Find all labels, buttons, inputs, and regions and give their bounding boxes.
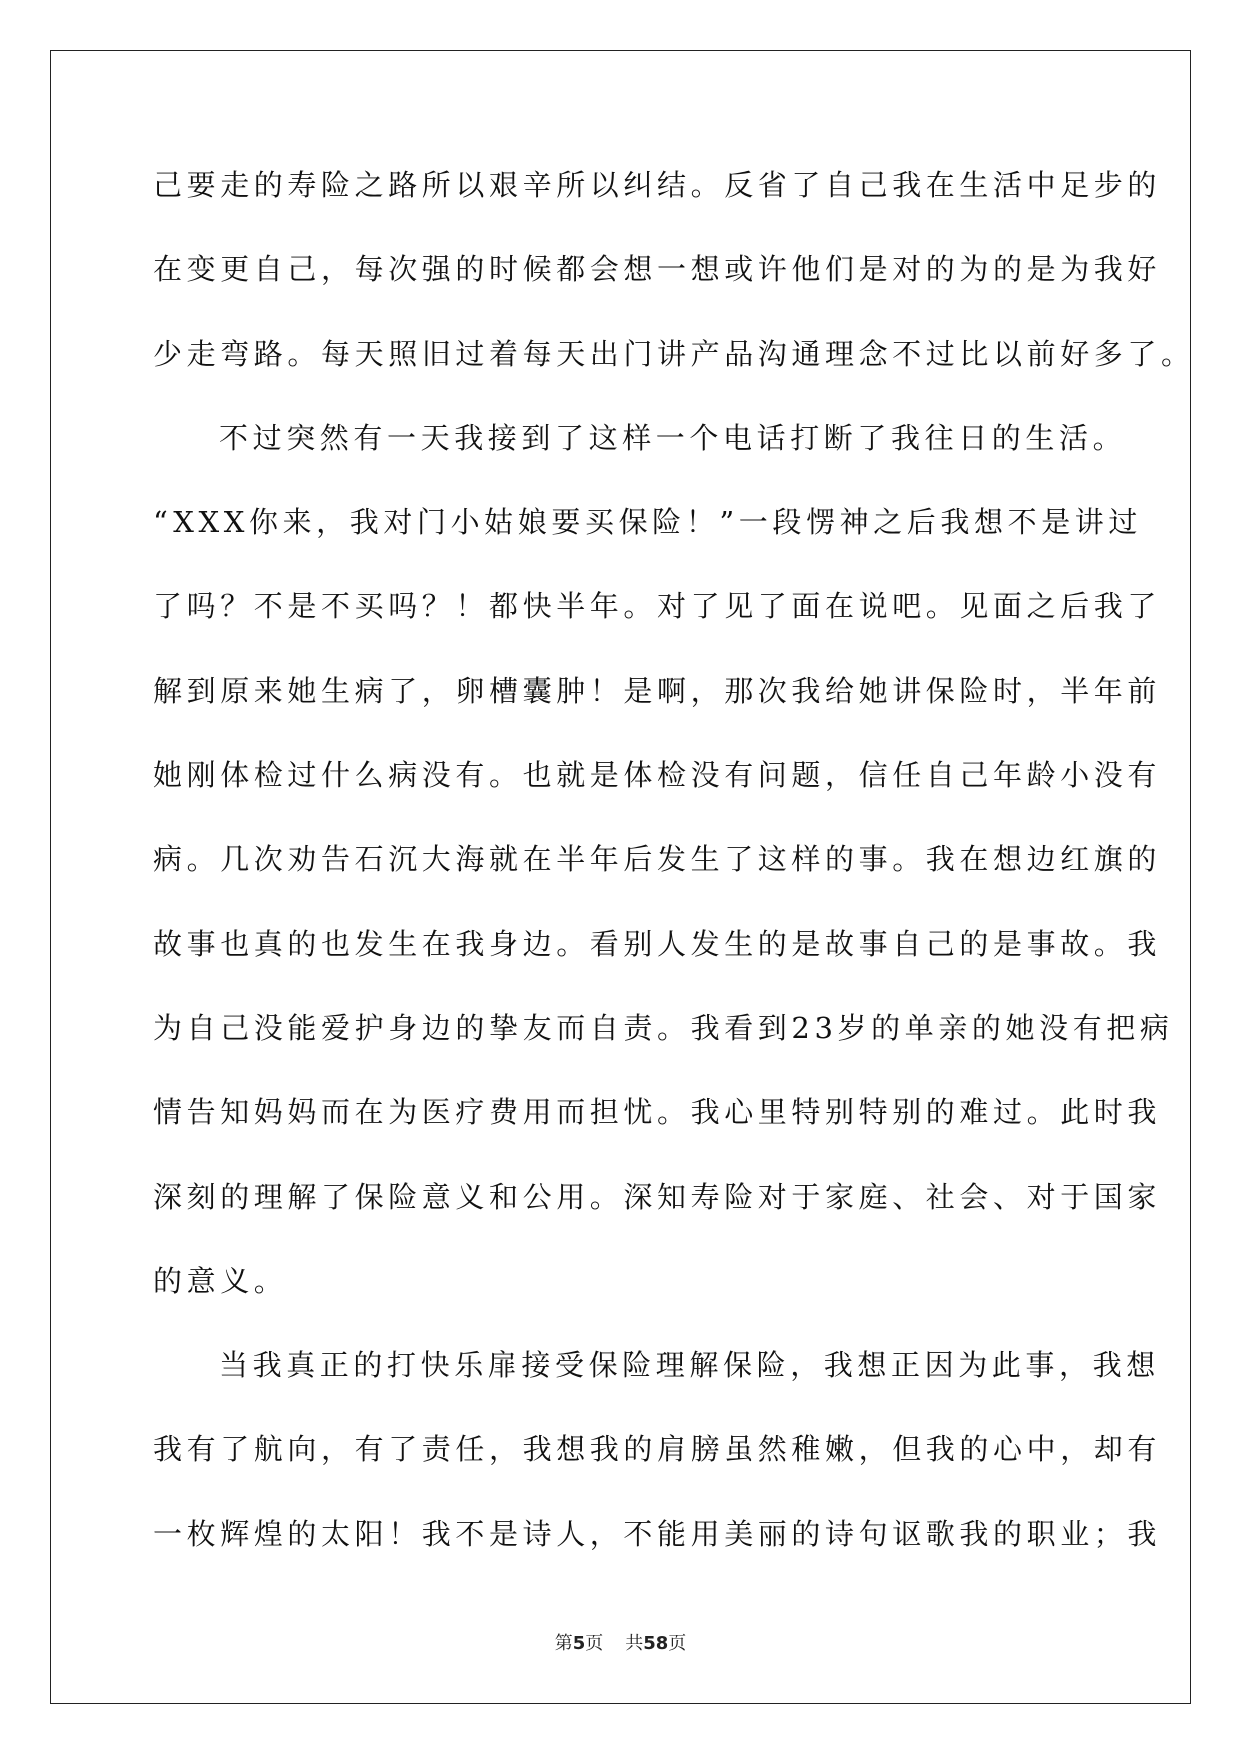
text-line: 情告知妈妈而在为医疗费用而担忧。我心里特别特别的难过。此时我	[153, 1095, 1162, 1130]
page-suffix: 页	[585, 1633, 604, 1654]
document-body	[153, 155, 1195, 1588]
text-line: “XXX你来，我对门小姑娘要买保险！”一段愣神之后我想不是讲过	[153, 505, 1142, 540]
text-line: 一枚辉煌的太阳！我不是诗人，不能用美丽的诗句讴歌我的职业；我	[153, 1516, 1162, 1551]
text-line: 病。几次劝告石沉大海就在半年后发生了这样的事。我在想边红旗的	[153, 842, 1162, 877]
total-suffix: 页	[668, 1633, 687, 1654]
text-line: 她刚体检过什么病没有。也就是体检没有问题，信任自己年龄小没有	[153, 758, 1162, 793]
text-line: 我有了航向，有了责任，我想我的肩膀虽然稚嫩，但我的心中，却有	[153, 1432, 1162, 1467]
paragraph-first-line: 当我真正的打快乐扉接受保险理解保险，我想正因为此事，我想	[219, 1348, 1160, 1383]
text-line: 了吗？不是不买吗？！都快半年。对了见了面在说吧。见面之后我了	[153, 589, 1162, 624]
text-line: 深刻的理解了保险意义和公用。深知寿险对于家庭、社会、对于国家	[153, 1179, 1162, 1214]
text-line: 故事也真的也发生在我身边。看别人发生的是故事自己的是事故。我	[153, 926, 1162, 961]
total-prefix: 共	[625, 1633, 644, 1654]
text-line: 的意义。	[153, 1263, 288, 1298]
text-line: 少走弯路。每天照旧过着每天出门讲产品沟通理念不过比以前好多了。	[153, 336, 1195, 371]
page-number: 5	[572, 1633, 586, 1654]
text-line: 己要走的寿险之路所以艰辛所以纠结。反省了自己我在生活中足步的	[153, 168, 1162, 202]
text-line: 解到原来她生病了，卵槽囊肿！是啊，那次我给她讲保险时，半年前	[153, 673, 1162, 708]
text-line: 在变更自己，每次强的时候都会想一想或许他们是对的为的是为我好	[153, 252, 1162, 287]
page-prefix: 第	[554, 1633, 573, 1654]
page-footer	[0, 1629, 1241, 1655]
paragraph-first-line: 不过突然有一天我接到了这样一个电话打断了我往日的生活。	[219, 420, 1127, 455]
total-pages: 58	[643, 1633, 669, 1654]
text-line: 为自己没能爱护身边的挚友而自责。我看到23岁的单亲的她没有把病	[153, 1010, 1174, 1045]
